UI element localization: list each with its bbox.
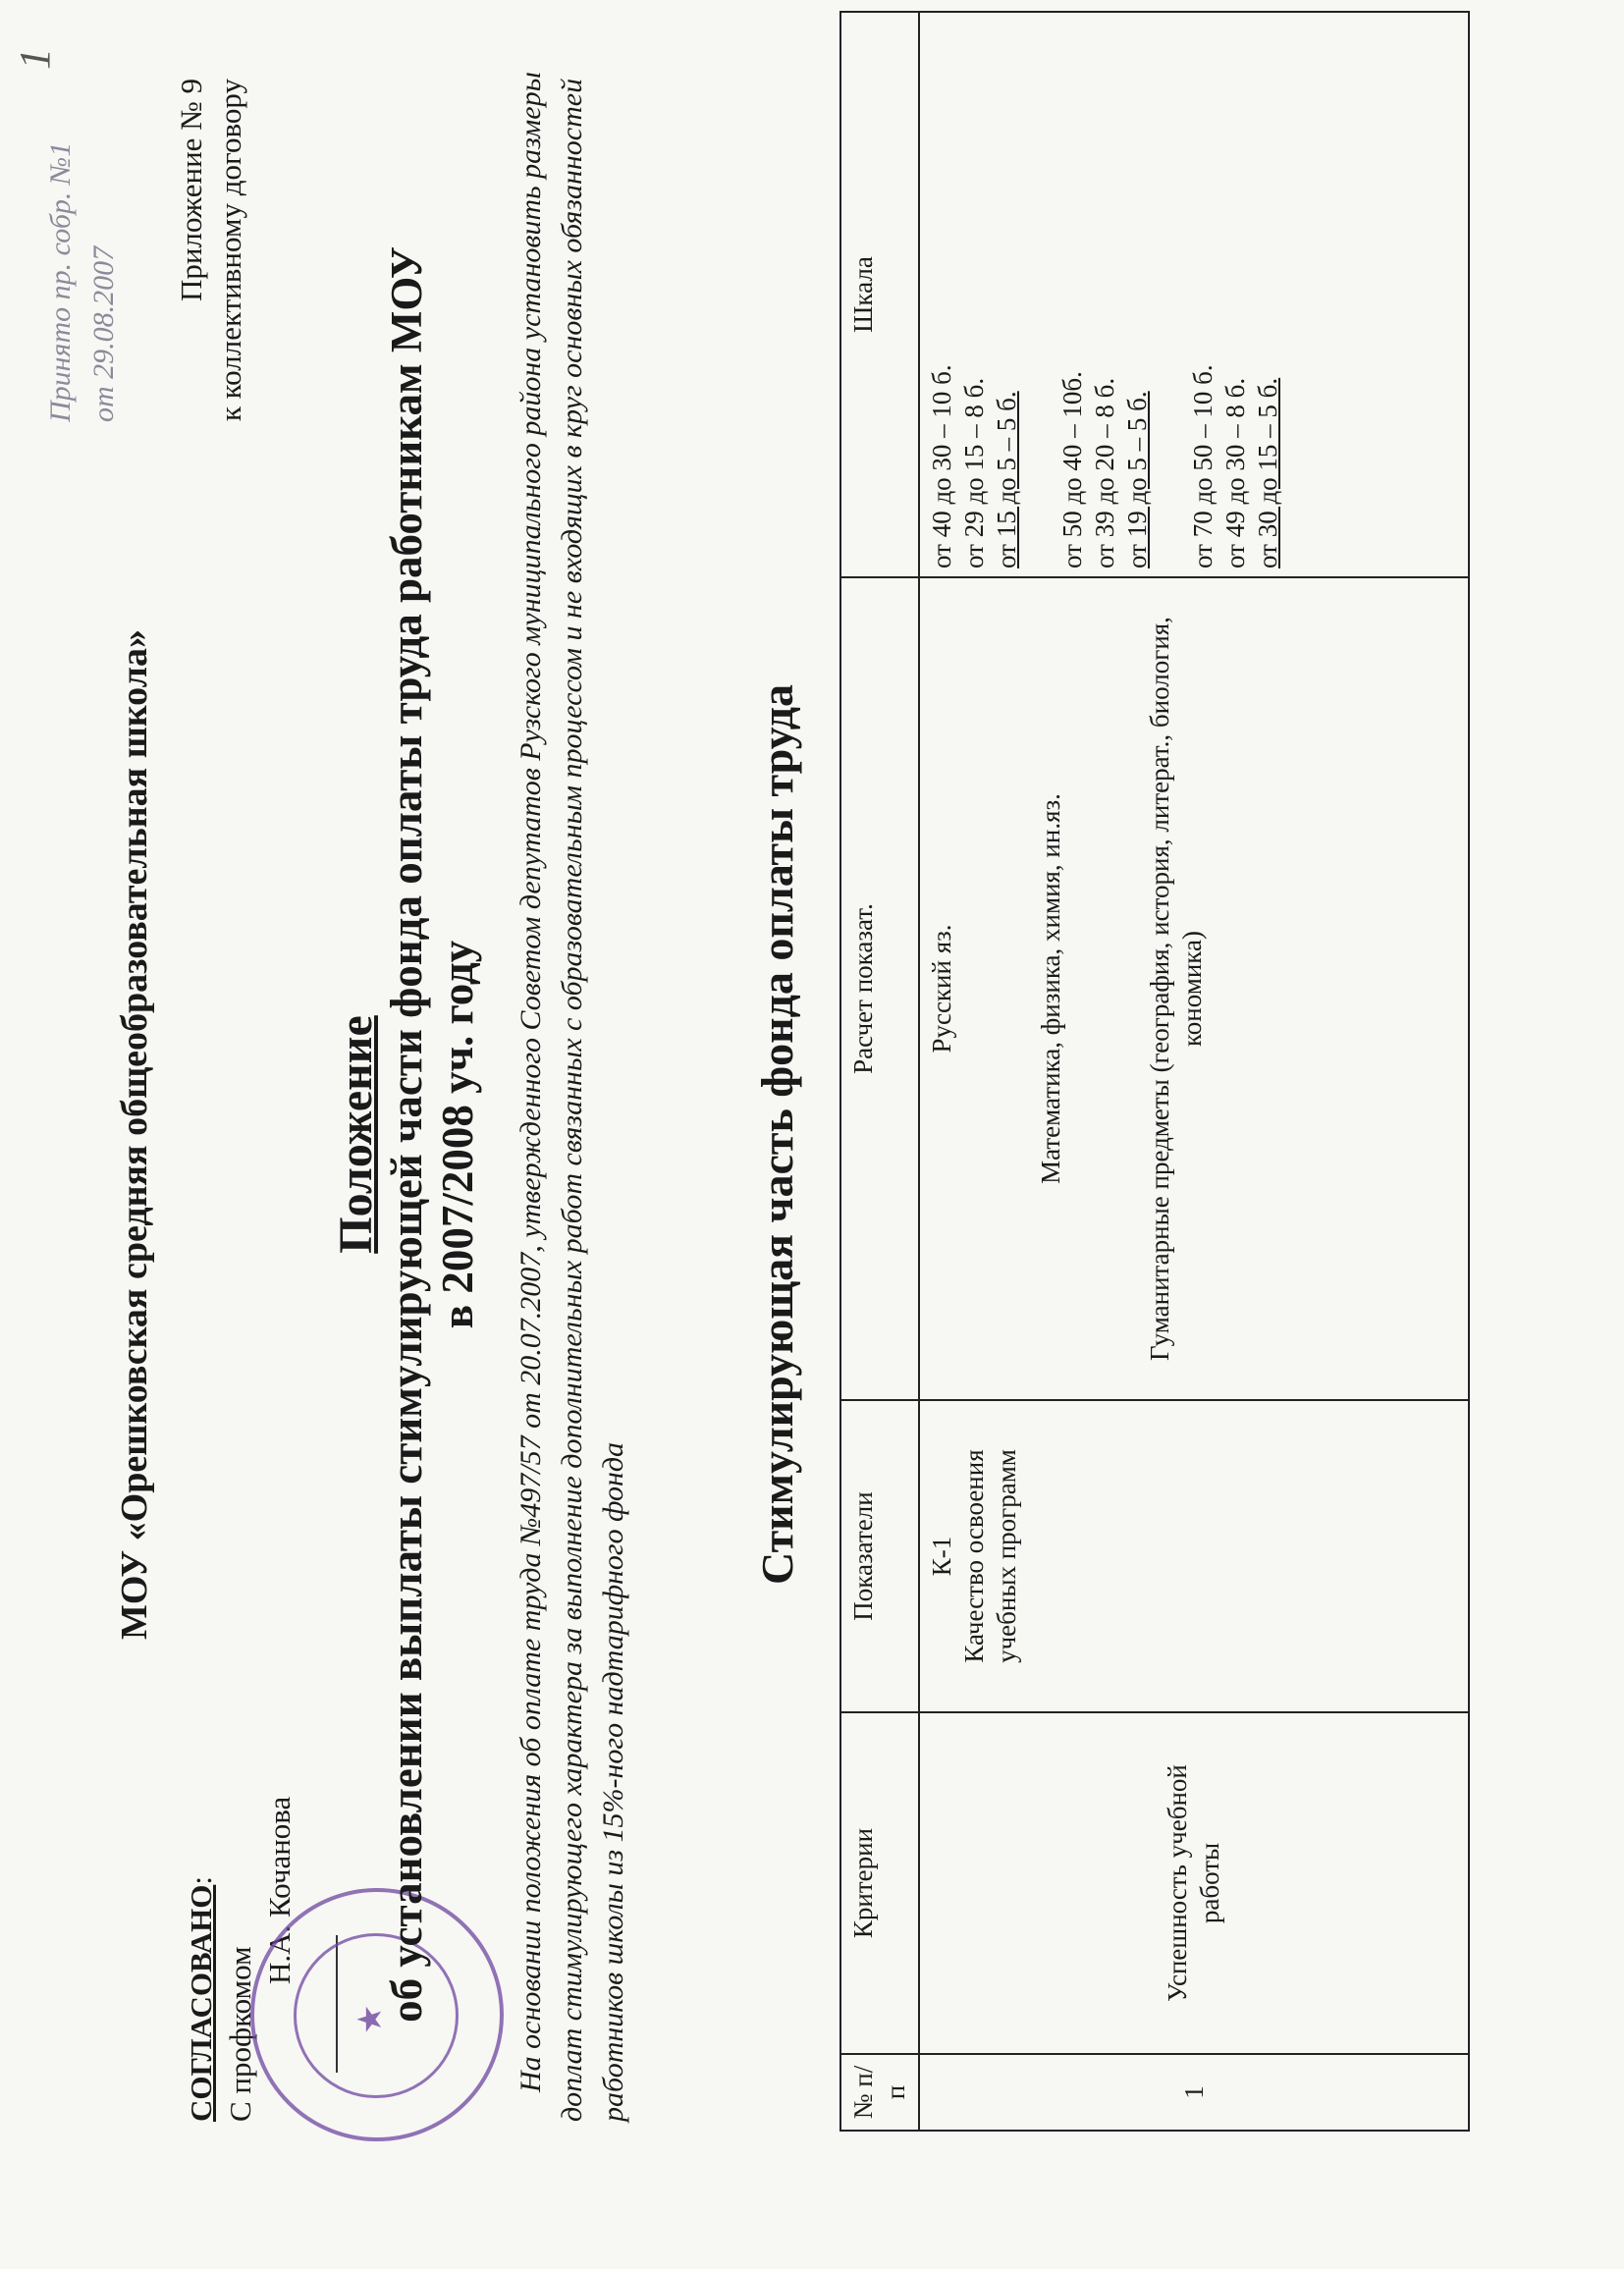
subtitle-line: об установлении выплаты стимулирующей части фонда оплаты труда работникам МОУ	[382, 246, 431, 2023]
scale-item: от 29 до 15 – 8 б.	[959, 377, 989, 568]
scale-block	[1056, 21, 1154, 568]
header-criteria: Критерии	[840, 1712, 919, 2054]
header-scale: Шкала	[840, 12, 919, 577]
scale-item: от 15 до 5 – 5 б.	[992, 391, 1021, 568]
row-scale	[919, 12, 1469, 577]
subject-item: Гуманитарные предметы (география, история, литерат., биология, кономика)	[1145, 617, 1207, 1361]
header-indicators: Показатели	[840, 1400, 919, 1712]
row-criterion: Успешность учебной работы	[919, 1712, 1469, 2054]
header-no: № п/п	[840, 2054, 919, 2131]
scale-block	[1187, 21, 1284, 568]
scale-block	[926, 21, 1023, 568]
header-calc: Расчет показат.	[840, 577, 919, 1400]
criteria-table	[839, 11, 1470, 2132]
scale-item: от 19 до 5 – 5 б.	[1122, 391, 1152, 568]
appendix-note	[172, 79, 250, 766]
appendix-line: к коллективному договору	[213, 79, 247, 422]
table-row	[919, 12, 1469, 2131]
row-indicator	[919, 1400, 1469, 1712]
stamp-star-icon: ★	[352, 2004, 389, 2034]
approval-line: С профкомом	[223, 1946, 257, 2122]
subtitle-line: в 2007/2008 уч. году	[433, 940, 482, 1329]
indicator-name: Качество освоения учебных программ	[959, 1449, 1021, 1663]
school-name: МОУ «Орешковская средняя общеобразовательная школа»	[114, 629, 155, 1641]
subject-item: Русский яз.	[927, 924, 956, 1053]
scale-item: от 30 до 15 – 5 б.	[1253, 377, 1282, 568]
scale-item: от 70 до 50 – 10 б.	[1188, 364, 1218, 568]
scale-item: от 49 до 30 – 8 б.	[1220, 377, 1250, 568]
indicator-code: К-1	[927, 1536, 956, 1577]
intro-paragraph: На основании положения об оплате труда №497/57 от 20.07.2007, утвержденного Советом депутатов Рузского муниципального района установить размеры доплат стимулирующего характера за выполнение дополнительных работ связанных с образовательным процессом и не входящих в круг основных обязанностей работников школы из 15%-ного надтарифного фонда	[514, 72, 629, 2122]
handwritten-note-line: от 29.08.2007	[87, 245, 120, 422]
approval-heading: СОГЛАСОВАНО	[184, 1884, 218, 2122]
scale-item: от 40 до 30 – 10 б.	[927, 364, 956, 568]
row-number: 1	[919, 2054, 1469, 2131]
scale-item: от 50 до 40 – 10б.	[1057, 371, 1087, 568]
scale-item: от 39 до 20 – 8 б.	[1090, 377, 1119, 568]
subject-item: Математика, физика, химия, ин.яз.	[1036, 793, 1065, 1184]
handwritten-note-line: Принято пр. собр. №1	[44, 141, 77, 422]
row-calc	[919, 577, 1469, 1400]
document-title: Положение	[330, 1015, 382, 1254]
page-number: 1	[11, 48, 59, 70]
section-title: Стимулирующая часть фонда оплаты труда	[752, 683, 802, 1586]
table-header-row	[840, 12, 919, 2131]
appendix-line: Приложение № 9	[174, 79, 208, 301]
document-subtitle	[381, 0, 483, 2269]
approval-block: СОГЛАСОВАНО: С профкомом Н.А. Кочанова	[182, 1797, 299, 2122]
approval-signer: Н.А. Кочанова	[262, 1796, 297, 1984]
